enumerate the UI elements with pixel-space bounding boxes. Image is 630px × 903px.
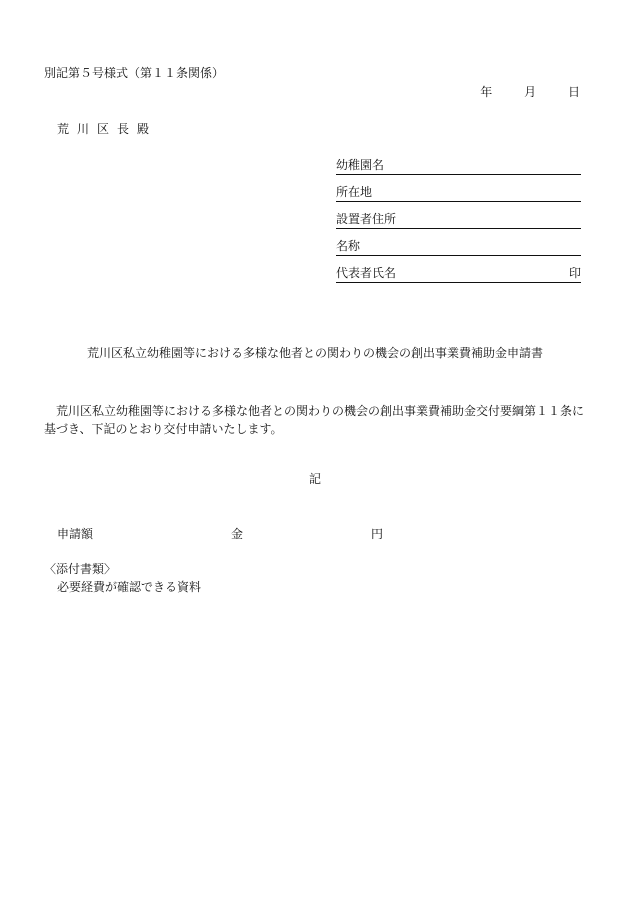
date-month: 月 (524, 85, 537, 99)
date-day: 日 (567, 85, 580, 99)
amount-yen: 円 (371, 527, 384, 541)
field-label: 名称 (336, 239, 361, 253)
field-label: 代表者氏名 (336, 266, 397, 280)
field-label: 所在地 (336, 185, 373, 199)
field-location[interactable] (336, 185, 581, 202)
field-label: 設置者住所 (336, 212, 397, 226)
field-founder-address[interactable] (336, 212, 581, 229)
amount-label: 申請額 (57, 527, 94, 541)
form-number: 別記第５号様式（第１１条関係） (44, 66, 225, 80)
addressee: 荒川区長殿 (57, 122, 158, 136)
field-name[interactable] (336, 239, 581, 256)
field-representative-name[interactable] (336, 266, 581, 283)
date-line (452, 85, 580, 99)
attachments-heading: 〈添付書類〉 (44, 562, 117, 576)
seal-mark: 印 (568, 266, 581, 280)
date-year: 年 (480, 85, 493, 99)
attachment-item: 必要経費が確認できる資料 (57, 580, 202, 594)
body-paragraph: 荒川区私立幼稚園等における多様な他者との関わりの機会の創出事業費補助金交付要綱第１１条に基づき、下記のとおり交付申請いたします。 (44, 404, 585, 436)
ki-heading: 記 (308, 472, 321, 486)
amount-kin: 金 (231, 527, 244, 541)
document-title: 荒川区私立幼稚園等における多様な他者との関わりの機会の創出事業費補助金申請書 (86, 346, 543, 360)
field-label: 幼稚園名 (336, 158, 385, 172)
field-kindergarten-name[interactable] (336, 158, 581, 175)
